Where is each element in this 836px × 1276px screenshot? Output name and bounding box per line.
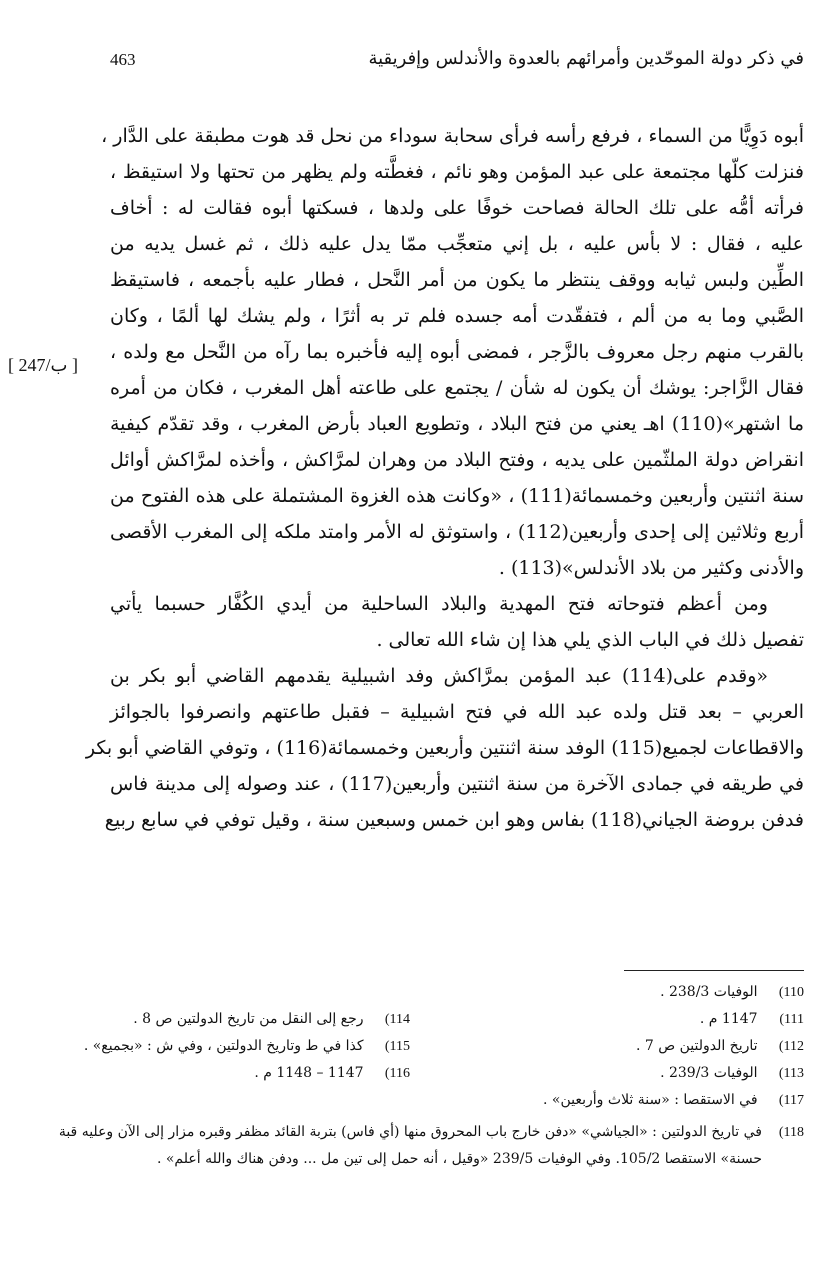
footnote-row bbox=[40, 1065, 804, 1092]
footnote-number: 113) bbox=[778, 1066, 804, 1081]
running-header bbox=[110, 42, 804, 82]
footnote bbox=[434, 984, 804, 1001]
text-line: أربع وثلاثين إلى إحدى وأربعين(112) ، واستوثق له الأمر وامتد ملكه إلى المغرب الأقصى bbox=[110, 521, 804, 543]
main-text bbox=[85, 118, 805, 838]
text-line: فنزلت كلّها مجتمعة على عبد المؤمن وهو نائم ، فغطَّته ولم يظهر من تحتها ولا استيقظ ، bbox=[110, 161, 804, 183]
text-line: ومن أعظم فتوحاته فتح المهدية والبلاد الساحلية من أيدي الكُفَّار حسبما يأتي bbox=[110, 593, 768, 615]
footnote-text: كذا في ط وتاريخ الدولتين ، وفي ش : «بجميع» . bbox=[83, 1038, 364, 1054]
text-line: «وقدم على(114) عبد المؤمن بمرَّاكش وفد اشبيلية يقدمهم القاضي أبو بكر بن bbox=[110, 665, 768, 687]
manuscript-folio-marker: [ 247/ب ] bbox=[8, 355, 78, 375]
text-line: أبوه دَوِيًّا من السماء ، فرفع رأسه فرأى سحابة سوداء من نحل قد هوت مطبقة على الدَّار ، bbox=[101, 125, 804, 147]
footnote-text: رجع إلى النقل من تاريخ الدولتين ص 8 . bbox=[133, 1011, 364, 1027]
footnote bbox=[40, 1038, 410, 1055]
text-line: العربي – بعد قتل ولده عبد الله في فتح اشبيلية – فقبل طاعتهم وانصرفوا بالجوائز bbox=[110, 701, 804, 723]
footnote-separator bbox=[624, 970, 804, 971]
footnote-row bbox=[40, 1038, 804, 1065]
header-title: في ذكر دولة الموحّدين وأمرائهم بالعدوة والأندلس وإفريقية bbox=[368, 48, 804, 69]
text-line: فرأته أمُّه على تلك الحالة فصاحت خوفًا على ولدها ، فسكتها أبوه فقالت له : أخاف bbox=[110, 197, 804, 219]
footnote-number: 117) bbox=[778, 1093, 804, 1108]
footnote-text: الوفيات 239/3 . bbox=[660, 1065, 758, 1081]
footnote bbox=[40, 1065, 410, 1082]
footnote bbox=[40, 1119, 804, 1173]
footnote bbox=[434, 1038, 804, 1055]
text-line: الصَّبي وما به من ألم ، فتفقّدت أمه جسده فلم تر به أثرًا ، ولم يشك لها ألمًا ، وكان bbox=[110, 305, 804, 327]
footnote-row bbox=[40, 1092, 804, 1119]
footnote-number: 114) bbox=[384, 1012, 410, 1027]
text-line: والأدنى وكثير من بلاد الأندلس»(113) . bbox=[498, 557, 804, 579]
text-line: في طريقه في جمادى الآخرة من سنة اثنتين وأربعين(117) ، عند وصوله إلى مدينة فاس bbox=[110, 773, 804, 795]
text-line: ما اشتهر»(110) اهـ يعني من فتح البلاد ، وتطويع العباد بأرض المغرب ، وقد تقدّم كيفية bbox=[110, 413, 804, 435]
footnote-text: الوفيات 238/3 . bbox=[660, 984, 758, 1000]
footnote-text: 1147 م . bbox=[699, 1011, 758, 1027]
footnote-number: 111) bbox=[779, 1012, 804, 1027]
text-line: والاقطاعات لجميع(115) الوفد سنة اثنتين وأربعين وخمسمائة(116) ، وتوفي القاضي أبو بكر bbox=[85, 737, 804, 759]
footnote-text: 1147 – 1148 م . bbox=[254, 1065, 364, 1081]
text-line: تفصيل ذلك في الباب الذي يلي هذا إن شاء الله تعالى . bbox=[376, 629, 804, 651]
footnote-text: في تاريخ الدولتين : «الجياشي» «دفن خارج باب المحروق منها (أي فاس) بتربة القائد مظفر وقبره مزار إلى الآن وعليه قبة حسنة» الاستقصا 105/2. وفي الوفيات 239/5 «وقيل ، أنه حمل إلى تين مل ... ودفن هناك والله أعلم» . bbox=[58, 1124, 762, 1167]
text-line: عليه ، فقال : لا بأس عليه ، بل إني متعجِّب ممّا يدل عليه ذلك ، ثم غسل يديه من bbox=[110, 233, 804, 255]
footnote bbox=[40, 1092, 804, 1109]
footnote-row bbox=[40, 1011, 804, 1038]
page-number: 463 bbox=[110, 50, 136, 69]
footnote-number: 118) bbox=[778, 1125, 804, 1140]
footnote bbox=[434, 1065, 804, 1082]
footnote-text: تاريخ الدولتين ص 7 . bbox=[635, 1038, 758, 1054]
footnote-number: 112) bbox=[778, 1039, 804, 1054]
footnote bbox=[434, 1011, 804, 1028]
footnote-number: 116) bbox=[384, 1066, 410, 1081]
footnotes bbox=[40, 984, 804, 1173]
text-line: فقال الزَّاجر: يوشك أن يكون له شأن / يجتمع على طاعته أهل المغرب ، فكان من أمره bbox=[110, 377, 804, 399]
footnote-number: 115) bbox=[384, 1039, 410, 1054]
text-line: انقراض دولة الملثّمين على يديه ، وفتح البلاد من وهران لمرَّاكش ، وأخذه لمرَّاكش أوائل bbox=[110, 449, 804, 471]
footnote-number: 110) bbox=[778, 985, 804, 1000]
footnote-text: في الاستقصا : «سنة ثلاث وأربعين» . bbox=[543, 1092, 758, 1108]
text-line: فدفن بروضة الجياني(118) بفاس وهو ابن خمس وسبعين سنة ، وقيل توفي في سابع ربيع bbox=[104, 809, 804, 831]
text-line: بالقرب منهم رجل معروف بالزَّجر ، فمضى أبوه إليه فأخبره بما رآه من النَّحل مع ولده ، bbox=[110, 341, 804, 363]
footnote-row bbox=[40, 984, 804, 1011]
text-line: الطِّين ولبس ثيابه ووقف ينتظر ما يكون من أمر النَّحل ، فطار عليه بأجمعه ، فاستيقظ bbox=[110, 269, 804, 291]
text-line: سنة اثنتين وأربعين وخمسمائة(111) ، «وكانت هذه الغزوة المشتملة على هذه الفتوح من bbox=[110, 485, 805, 507]
footnote bbox=[40, 1011, 410, 1028]
